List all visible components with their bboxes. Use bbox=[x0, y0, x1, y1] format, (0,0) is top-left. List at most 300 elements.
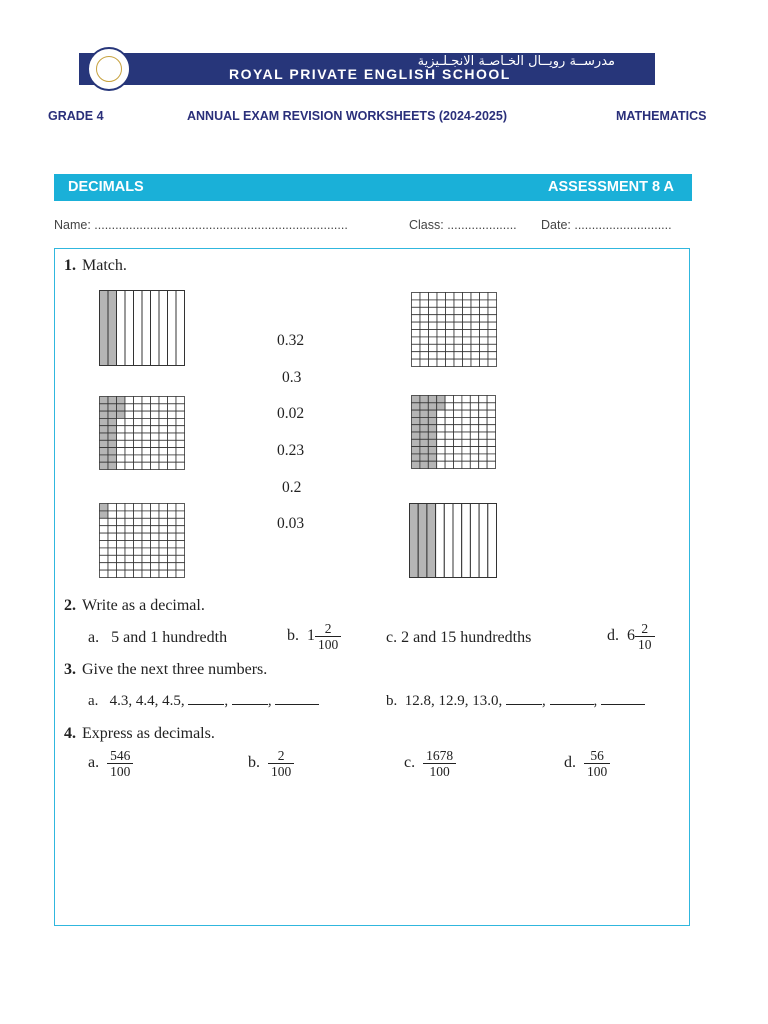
hundredth-cell bbox=[454, 352, 463, 359]
hundredth-cell bbox=[168, 563, 177, 570]
model-a bbox=[99, 290, 185, 366]
hundredth-cell bbox=[470, 417, 478, 424]
hundredth-cell bbox=[463, 307, 472, 314]
hundredth-cell bbox=[100, 533, 109, 540]
hundredth-cell bbox=[176, 548, 185, 555]
hundredth-cell bbox=[108, 511, 117, 518]
hundredth-cell bbox=[446, 344, 455, 351]
hundredth-cell bbox=[142, 533, 151, 540]
hundredth-cell bbox=[134, 418, 143, 425]
hundredth-cell bbox=[463, 359, 472, 366]
hundredth-cell bbox=[445, 447, 453, 454]
hundredth-cell bbox=[454, 359, 463, 366]
hundredth-cell bbox=[480, 300, 489, 307]
hundredth-cell bbox=[480, 293, 489, 300]
hundredth-cell bbox=[470, 410, 478, 417]
hundredth-cell bbox=[437, 307, 446, 314]
hundredth-cell bbox=[134, 570, 143, 577]
hundredth-cell bbox=[159, 397, 168, 404]
hundredth-cell bbox=[134, 518, 143, 525]
hundredth-cell bbox=[420, 425, 428, 432]
model-e bbox=[99, 503, 185, 578]
hundredth-cell bbox=[142, 426, 151, 433]
worksheet-title: ANNUAL EXAM REVISION WORKSHEETS (2024-2025) bbox=[187, 109, 507, 123]
question-number: 1. bbox=[64, 257, 76, 274]
hundredth-cell bbox=[445, 432, 453, 439]
hundredth-cell bbox=[176, 455, 185, 462]
hundredth-cell bbox=[117, 570, 126, 577]
q2-item-a: a. 5 and 1 hundredth bbox=[88, 629, 228, 646]
tenth-strip bbox=[159, 291, 168, 366]
hundredth-cell bbox=[445, 396, 453, 403]
hundredth-cell bbox=[100, 404, 109, 411]
hundredth-cell bbox=[151, 526, 160, 533]
hundredth-cell bbox=[142, 570, 151, 577]
hundredth-cell bbox=[108, 462, 117, 469]
hundredth-cell bbox=[125, 511, 134, 518]
hundredth-cell bbox=[100, 526, 109, 533]
hundredth-cell bbox=[454, 403, 462, 410]
hundredth-cell bbox=[176, 504, 185, 511]
hundredth-cell bbox=[100, 541, 109, 548]
hundredth-cell bbox=[428, 439, 436, 446]
hundredth-cell bbox=[159, 511, 168, 518]
hundredth-cell bbox=[437, 337, 446, 344]
hundredth-cell bbox=[480, 337, 489, 344]
hundredth-cell bbox=[125, 433, 134, 440]
hundredth-cell bbox=[488, 337, 497, 344]
tenth-strip bbox=[117, 291, 126, 366]
hundredth-cell bbox=[428, 410, 436, 417]
hundredth-cell bbox=[142, 504, 151, 511]
hundredth-cell bbox=[437, 300, 446, 307]
hundredth-cell bbox=[108, 448, 117, 455]
hundredth-cell bbox=[151, 462, 160, 469]
class-field[interactable]: Class: .................... bbox=[409, 218, 517, 232]
hundredth-cell bbox=[108, 455, 117, 462]
hundredth-cell bbox=[100, 462, 109, 469]
hundredth-cell bbox=[429, 352, 438, 359]
hundredth-cell bbox=[108, 563, 117, 570]
hundredth-cell bbox=[446, 307, 455, 314]
hundredth-cell bbox=[159, 462, 168, 469]
hundredth-cell bbox=[176, 570, 185, 577]
hundredth-cell bbox=[176, 448, 185, 455]
q4-item-a: a. $\frac{546}{100}$ bbox=[88, 748, 133, 779]
hundredth-cell bbox=[125, 526, 134, 533]
hundredth-cell bbox=[470, 425, 478, 432]
hundredth-cell bbox=[420, 300, 429, 307]
hundredth-cell bbox=[108, 541, 117, 548]
hundredth-cell bbox=[454, 322, 463, 329]
q4-item-c: c. $\frac{1678}{100}$ bbox=[404, 748, 456, 779]
hundredth-cell bbox=[454, 337, 463, 344]
hundredth-cell bbox=[168, 555, 177, 562]
hundredth-cell bbox=[437, 352, 446, 359]
hundredth-cell bbox=[479, 461, 487, 468]
hundredth-cell bbox=[159, 541, 168, 548]
hundredth-cell bbox=[134, 397, 143, 404]
hundredth-cell bbox=[454, 293, 463, 300]
hundredth-cell bbox=[429, 344, 438, 351]
question-prompt: Give the next three numbers. bbox=[82, 661, 268, 678]
hundredth-cell bbox=[168, 570, 177, 577]
hundredth-cell bbox=[117, 518, 126, 525]
hundredth-cell bbox=[134, 526, 143, 533]
match-choice: 0.32 bbox=[277, 332, 305, 349]
hundredth-cell bbox=[471, 293, 480, 300]
hundredth-cell bbox=[480, 330, 489, 337]
hundredth-cell bbox=[446, 330, 455, 337]
hundredth-cell bbox=[420, 461, 428, 468]
hundredth-cell bbox=[151, 548, 160, 555]
hundredth-cell bbox=[454, 307, 463, 314]
hundredth-cell bbox=[125, 440, 134, 447]
hundredth-cell bbox=[412, 432, 420, 439]
assessment-title: ASSESSMENT 8 A bbox=[548, 179, 674, 195]
hundredth-cell bbox=[420, 396, 428, 403]
hundredth-cell bbox=[487, 439, 495, 446]
hundredth-cell bbox=[412, 359, 421, 366]
hundredth-cell bbox=[445, 417, 453, 424]
answer-blank[interactable] bbox=[232, 703, 268, 705]
hundredth-cell bbox=[134, 440, 143, 447]
question-number: 4. bbox=[64, 725, 76, 742]
q4-item-b: b. $\frac{2}{100}$ bbox=[248, 748, 294, 779]
hundredth-cell bbox=[134, 533, 143, 540]
hundredth-cell bbox=[437, 410, 445, 417]
hundredth-cell bbox=[134, 511, 143, 518]
hundredth-cell bbox=[454, 410, 462, 417]
hundredth-cell bbox=[454, 432, 462, 439]
hundredth-cell bbox=[428, 417, 436, 424]
answer-blank[interactable] bbox=[601, 703, 645, 705]
hundredth-cell bbox=[470, 403, 478, 410]
hundredth-cell bbox=[412, 315, 421, 322]
match-choice: 0.02 bbox=[277, 405, 305, 422]
hundredth-cell bbox=[454, 344, 463, 351]
tenth-strip bbox=[142, 291, 151, 366]
hundredth-cell bbox=[159, 448, 168, 455]
hundredth-cell bbox=[159, 570, 168, 577]
hundredth-cell bbox=[142, 411, 151, 418]
hundredth-cell bbox=[471, 300, 480, 307]
tenth-strip bbox=[488, 504, 497, 578]
hundredth-cell bbox=[446, 352, 455, 359]
hundredth-cell bbox=[151, 504, 160, 511]
hundredth-cell bbox=[454, 461, 462, 468]
hundredth-cell bbox=[487, 432, 495, 439]
question-1 bbox=[64, 257, 127, 275]
hundredth-cell bbox=[100, 455, 109, 462]
hundredth-cell bbox=[420, 344, 429, 351]
hundredth-cell bbox=[159, 533, 168, 540]
hundredth-cell bbox=[151, 533, 160, 540]
hundredth-cell bbox=[117, 526, 126, 533]
hundredth-cell bbox=[117, 411, 126, 418]
hundredth-cell bbox=[471, 330, 480, 337]
answer-blank[interactable] bbox=[188, 703, 224, 705]
answer-blank[interactable] bbox=[275, 703, 319, 705]
hundredth-cell bbox=[108, 426, 117, 433]
tenth-strip bbox=[151, 291, 160, 366]
hundredth-cell bbox=[420, 315, 429, 322]
hundredth-cell bbox=[463, 330, 472, 337]
q2-item-c: c. 2 and 15 hundredths bbox=[386, 629, 532, 646]
hundredth-cell bbox=[446, 359, 455, 366]
hundredth-cell bbox=[479, 454, 487, 461]
tenth-strip bbox=[410, 504, 419, 578]
hundredth-cell bbox=[159, 555, 168, 562]
model-c bbox=[99, 396, 185, 470]
hundredth-cell bbox=[125, 563, 134, 570]
hundredth-cell bbox=[462, 461, 470, 468]
hundredth-cell bbox=[125, 462, 134, 469]
answer-blank[interactable] bbox=[550, 703, 594, 705]
hundredth-cell bbox=[412, 300, 421, 307]
hundredth-cell bbox=[420, 330, 429, 337]
tenth-strip bbox=[479, 504, 488, 578]
hundredth-cell bbox=[159, 455, 168, 462]
hundredth-cell bbox=[462, 447, 470, 454]
hundredth-cell bbox=[488, 315, 497, 322]
hundredth-cell bbox=[142, 555, 151, 562]
tenth-strip bbox=[470, 504, 479, 578]
hundredth-cell bbox=[108, 440, 117, 447]
hundredth-cell bbox=[125, 570, 134, 577]
hundredth-cell bbox=[151, 511, 160, 518]
hundredth-cell bbox=[134, 426, 143, 433]
question-prompt: Write as a decimal. bbox=[82, 597, 205, 614]
hundredth-cell bbox=[462, 396, 470, 403]
hundredth-cell bbox=[429, 337, 438, 344]
hundredth-cell bbox=[151, 518, 160, 525]
hundredth-cell bbox=[428, 403, 436, 410]
hundredth-cell bbox=[470, 439, 478, 446]
school-name-arabic: مدرســة رويــال الخـاصـة الانجـلـيزية bbox=[417, 54, 615, 69]
hundredth-cell bbox=[463, 322, 472, 329]
hundredth-cell bbox=[100, 518, 109, 525]
school-name-english: ROYAL PRIVATE ENGLISH SCHOOL bbox=[229, 66, 511, 82]
tenth-strip bbox=[444, 504, 453, 578]
hundredth-cell bbox=[151, 455, 160, 462]
match-choice: 0.2 bbox=[282, 479, 302, 496]
hundredth-cell bbox=[479, 439, 487, 446]
hundredth-cell bbox=[471, 307, 480, 314]
hundredth-cell bbox=[462, 425, 470, 432]
hundredth-cell bbox=[454, 439, 462, 446]
hundredth-cell bbox=[454, 425, 462, 432]
hundredth-cell bbox=[125, 548, 134, 555]
hundredth-cell bbox=[437, 315, 446, 322]
hundredth-cell bbox=[100, 397, 109, 404]
hundredth-cell bbox=[176, 555, 185, 562]
hundredth-cell bbox=[487, 417, 495, 424]
hundredth-cell bbox=[412, 337, 421, 344]
name-field[interactable]: Name: ......................................................................... bbox=[54, 218, 348, 232]
tenth-strip bbox=[176, 291, 185, 366]
hundredth-cell bbox=[420, 322, 429, 329]
hundredth-cell bbox=[134, 563, 143, 570]
q4-item-d: d. $\frac{56}{100}$ bbox=[564, 748, 610, 779]
hundredth-cell bbox=[176, 462, 185, 469]
hundredth-cell bbox=[176, 511, 185, 518]
hundredth-cell bbox=[437, 359, 446, 366]
hundredth-cell bbox=[176, 418, 185, 425]
hundredth-cell bbox=[480, 307, 489, 314]
hundredth-cell bbox=[151, 555, 160, 562]
hundredth-cell bbox=[437, 417, 445, 424]
hundredth-cell bbox=[151, 411, 160, 418]
hundredth-cell bbox=[479, 403, 487, 410]
hundredth-cell bbox=[437, 344, 446, 351]
question-2 bbox=[64, 597, 205, 615]
hundredth-cell bbox=[454, 447, 462, 454]
hundredth-cell bbox=[176, 518, 185, 525]
hundredth-cell bbox=[462, 417, 470, 424]
hundredth-cell bbox=[117, 433, 126, 440]
hundredth-cell bbox=[142, 397, 151, 404]
hundredth-cell bbox=[420, 293, 429, 300]
hundredth-cell bbox=[159, 418, 168, 425]
topic-title: DECIMALS bbox=[68, 179, 144, 195]
hundredth-cell bbox=[125, 426, 134, 433]
answer-blank[interactable] bbox=[506, 703, 542, 705]
hundredth-cell bbox=[470, 396, 478, 403]
hundredth-cell bbox=[176, 440, 185, 447]
hundredth-cell bbox=[487, 403, 495, 410]
hundredth-cell bbox=[134, 504, 143, 511]
hundredth-cell bbox=[108, 404, 117, 411]
hundredth-cell bbox=[412, 410, 420, 417]
hundredth-cell bbox=[100, 563, 109, 570]
section-header bbox=[54, 174, 692, 201]
hundredth-cell bbox=[108, 397, 117, 404]
hundredth-cell bbox=[134, 455, 143, 462]
hundredth-cell bbox=[412, 344, 421, 351]
hundredth-cell bbox=[480, 315, 489, 322]
hundredth-cell bbox=[176, 426, 185, 433]
hundredth-cell bbox=[151, 541, 160, 548]
hundredth-cell bbox=[479, 447, 487, 454]
tenth-strip bbox=[418, 504, 427, 578]
hundredth-cell bbox=[151, 448, 160, 455]
hundredth-cell bbox=[117, 448, 126, 455]
hundredth-cell bbox=[159, 411, 168, 418]
hundredth-cell bbox=[168, 411, 177, 418]
hundredth-cell bbox=[159, 548, 168, 555]
hundredth-cell bbox=[420, 432, 428, 439]
hundredth-cell bbox=[176, 563, 185, 570]
hundredth-cell bbox=[429, 315, 438, 322]
hundredth-cell bbox=[134, 411, 143, 418]
hundredth-cell bbox=[142, 418, 151, 425]
hundredth-cell bbox=[125, 397, 134, 404]
hundredth-cell bbox=[159, 504, 168, 511]
hundredth-cell bbox=[429, 359, 438, 366]
hundredth-cell bbox=[168, 518, 177, 525]
hundredth-cell bbox=[463, 352, 472, 359]
hundredth-cell bbox=[117, 563, 126, 570]
hundredth-cell bbox=[437, 461, 445, 468]
match-choice: 0.3 bbox=[282, 369, 302, 386]
hundredth-cell bbox=[412, 396, 420, 403]
date-field[interactable]: Date: ............................ bbox=[541, 218, 672, 232]
hundredth-cell bbox=[437, 447, 445, 454]
hundredth-cell bbox=[134, 548, 143, 555]
tenth-strip bbox=[100, 291, 109, 366]
hundredth-cell bbox=[151, 563, 160, 570]
hundredth-cell bbox=[168, 462, 177, 469]
hundredth-cell bbox=[100, 433, 109, 440]
hundredth-cell bbox=[168, 533, 177, 540]
hundredth-cell bbox=[142, 455, 151, 462]
hundredth-cell bbox=[437, 425, 445, 432]
hundredth-cell bbox=[454, 315, 463, 322]
hundredth-cell bbox=[159, 440, 168, 447]
tenth-strip bbox=[108, 291, 117, 366]
hundredth-cell bbox=[176, 397, 185, 404]
hundredth-cell bbox=[142, 433, 151, 440]
hundredth-cell bbox=[117, 462, 126, 469]
hundredth-cell bbox=[142, 541, 151, 548]
hundredth-cell bbox=[488, 322, 497, 329]
hundredth-cell bbox=[412, 293, 421, 300]
hundredth-cell bbox=[159, 426, 168, 433]
hundredth-cell bbox=[412, 461, 420, 468]
hundredth-cell bbox=[463, 300, 472, 307]
hundredth-cell bbox=[487, 461, 495, 468]
hundredth-cell bbox=[168, 526, 177, 533]
hundredth-cell bbox=[445, 454, 453, 461]
hundredth-cell bbox=[412, 403, 420, 410]
hundredth-cell bbox=[125, 518, 134, 525]
hundredth-cell bbox=[117, 418, 126, 425]
hundredth-cell bbox=[488, 330, 497, 337]
hundredth-cell bbox=[108, 526, 117, 533]
hundredth-cell bbox=[142, 563, 151, 570]
hundredth-cell bbox=[176, 533, 185, 540]
q3-item-a: a. 4.3, 4.4, 4.5, , , bbox=[88, 693, 319, 710]
hundredth-cell bbox=[125, 411, 134, 418]
hundredth-cell bbox=[428, 461, 436, 468]
hundredth-cell bbox=[151, 440, 160, 447]
hundredth-cell bbox=[125, 455, 134, 462]
hundredth-cell bbox=[479, 410, 487, 417]
hundredth-cell bbox=[168, 404, 177, 411]
hundredth-cell bbox=[125, 448, 134, 455]
model-d bbox=[411, 395, 496, 469]
hundredth-cell bbox=[446, 322, 455, 329]
hundredth-cell bbox=[437, 439, 445, 446]
hundredth-cell bbox=[487, 425, 495, 432]
hundredth-cell bbox=[108, 504, 117, 511]
hundredth-cell bbox=[488, 344, 497, 351]
hundredth-cell bbox=[479, 425, 487, 432]
hundredth-cell bbox=[445, 439, 453, 446]
hundredth-cell bbox=[428, 396, 436, 403]
hundredth-cell bbox=[108, 433, 117, 440]
hundredth-cell bbox=[446, 315, 455, 322]
hundredth-cell bbox=[445, 425, 453, 432]
hundredth-cell bbox=[142, 462, 151, 469]
hundredth-cell bbox=[463, 337, 472, 344]
hundredth-cell bbox=[117, 455, 126, 462]
school-logo bbox=[87, 47, 131, 91]
question-3 bbox=[64, 661, 267, 679]
hundredth-cell bbox=[437, 396, 445, 403]
hundredth-cell bbox=[108, 570, 117, 577]
